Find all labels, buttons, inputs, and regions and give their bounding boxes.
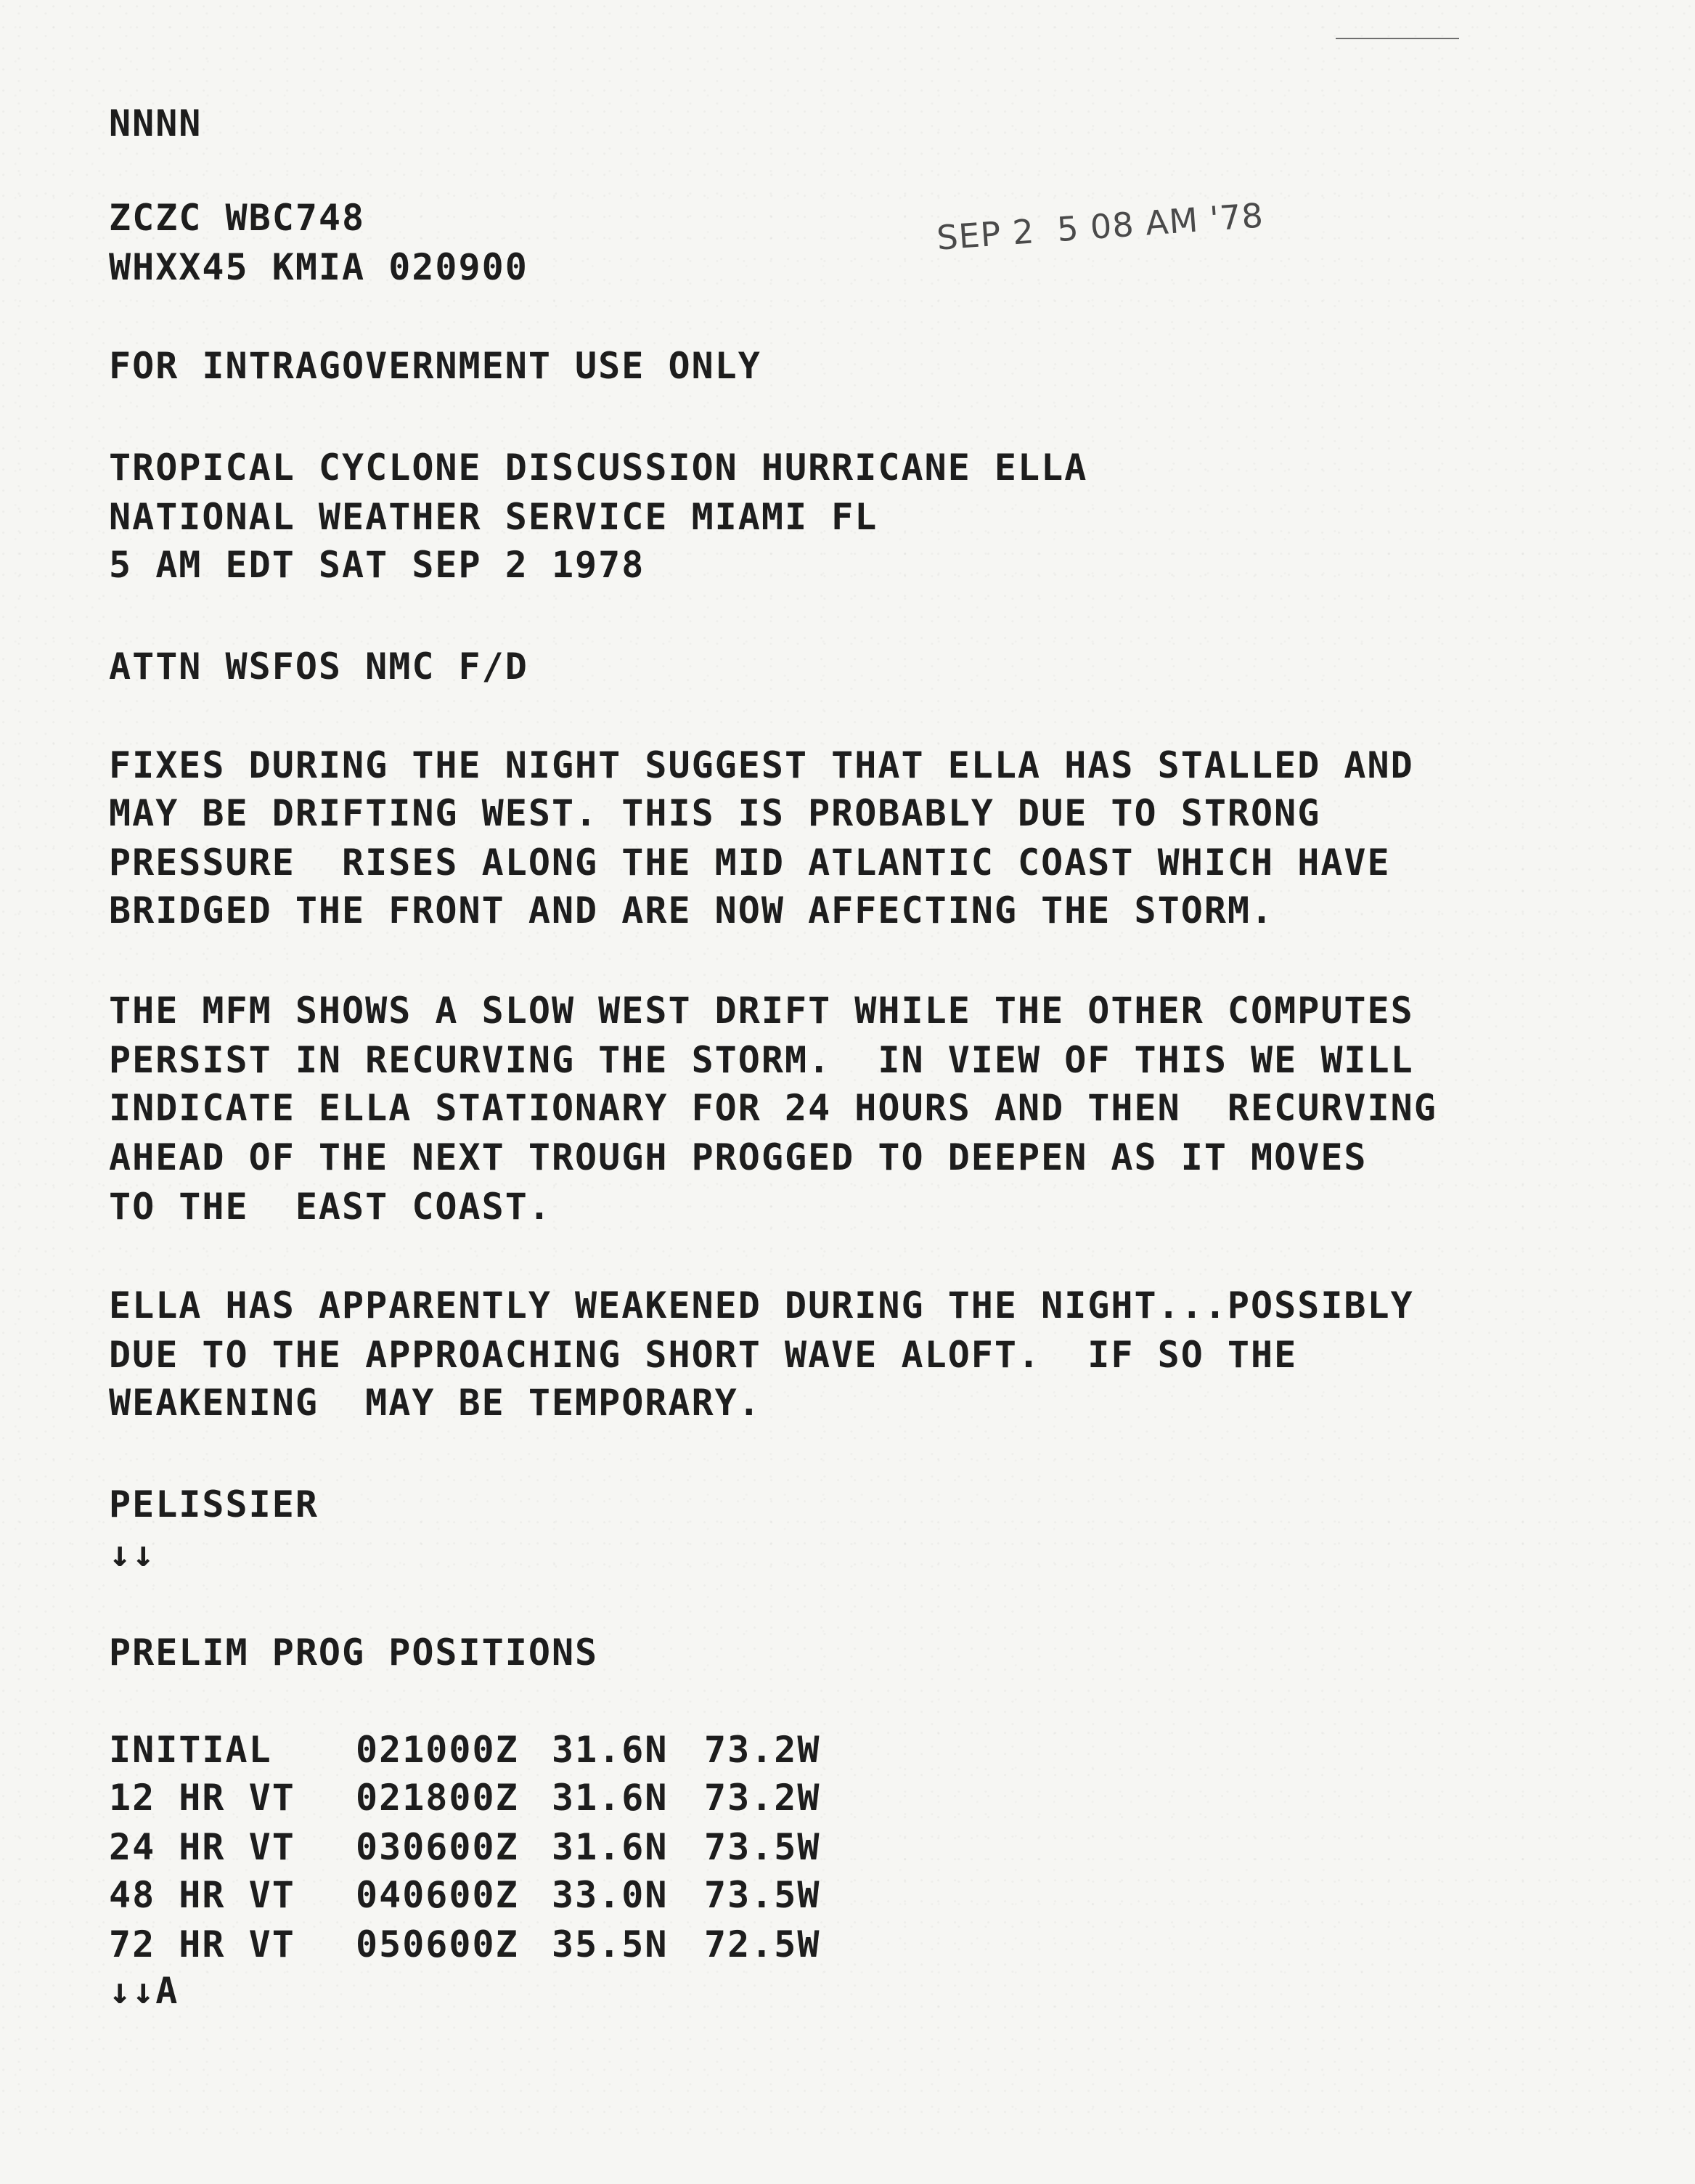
position-time: 021800Z <box>356 1777 519 1819</box>
paragraph-2-line: AHEAD OF THE NEXT TROUGH PROGGED TO DEEPEN AS IT MOVES <box>109 1136 1368 1178</box>
position-lon: 72.5W <box>704 1923 821 1965</box>
position-label: 12 HR VT <box>109 1777 295 1819</box>
paragraph-2-line: THE MFM SHOWS A SLOW WEST DRIFT WHILE THE OTHER COMPUTES <box>109 990 1414 1032</box>
position-lat: 35.5N <box>552 1923 669 1965</box>
signature: PELISSIER <box>109 1483 319 1525</box>
position-label: INITIAL <box>109 1729 272 1771</box>
position-row <box>109 1728 821 1772</box>
position-row <box>109 1923 821 1966</box>
title-line-3: 5 AM EDT SAT SEP 2 1978 <box>109 544 645 586</box>
position-time: 040600Z <box>356 1874 519 1916</box>
paragraph-3-line: DUE TO THE APPROACHING SHORT WAVE ALOFT. IF SO THE <box>109 1334 1298 1376</box>
position-row <box>109 1873 821 1917</box>
positions-heading: PRELIM PROG POSITIONS <box>109 1631 599 1674</box>
position-label: 24 HR VT <box>109 1826 295 1868</box>
position-label: 48 HR VT <box>109 1874 295 1916</box>
position-lat: 31.6N <box>552 1826 669 1868</box>
title-line-2: NATIONAL WEATHER SERVICE MIAMI FL <box>109 496 878 538</box>
title-line-1: TROPICAL CYCLONE DISCUSSION HURRICANE ELLA <box>109 447 1088 489</box>
position-lon: 73.2W <box>704 1777 821 1819</box>
date-stamp: SEP 2 5 08 AM '78 <box>935 195 1265 258</box>
end-marks: ↓↓ <box>109 1533 156 1575</box>
restriction-notice: FOR INTRAGOVERNMENT USE ONLY <box>109 345 761 387</box>
position-lon: 73.2W <box>704 1729 821 1771</box>
paragraph-1-line: FIXES DURING THE NIGHT SUGGEST THAT ELLA HAS STALLED AND <box>109 744 1414 786</box>
paragraph-1-line: PRESSURE RISES ALONG THE MID ATLANTIC COAST WHICH HAVE <box>109 842 1391 884</box>
position-row <box>109 1825 821 1869</box>
paragraph-2-line: INDICATE ELLA STATIONARY FOR 24 HOURS AND THEN RECURVING <box>109 1087 1437 1129</box>
header-nnnn: NNNN <box>109 102 203 144</box>
paragraph-3-line: ELLA HAS APPARENTLY WEAKENED DURING THE NIGHT...POSSIBLY <box>109 1284 1414 1327</box>
position-lat: 33.0N <box>552 1874 669 1916</box>
attention-line: ATTN WSFOS NMC F/D <box>109 645 528 688</box>
paragraph-2-line: PERSIST IN RECURVING THE STORM. IN VIEW OF THIS WE WILL <box>109 1039 1414 1081</box>
position-lon: 73.5W <box>704 1826 821 1868</box>
paragraph-3-line: WEAKENING MAY BE TEMPORARY. <box>109 1382 761 1424</box>
position-time: 030600Z <box>356 1826 519 1868</box>
position-time: 021000Z <box>356 1729 519 1771</box>
paragraph-1-line: BRIDGED THE FRONT AND ARE NOW AFFECTING THE STORM. <box>109 889 1275 932</box>
header-zczc: ZCZC WBC748 <box>109 197 366 239</box>
position-lat: 31.6N <box>552 1729 669 1771</box>
position-label: 72 HR VT <box>109 1923 295 1965</box>
top-rule <box>1336 38 1459 39</box>
end-marks: ↓↓A <box>109 1970 179 2012</box>
position-time: 050600Z <box>356 1923 519 1965</box>
position-row <box>109 1776 821 1820</box>
header-whxx: WHXX45 KMIA 020900 <box>109 246 528 288</box>
paragraph-2-line: TO THE EAST COAST. <box>109 1186 552 1228</box>
position-lat: 31.6N <box>552 1777 669 1819</box>
paragraph-1-line: MAY BE DRIFTING WEST. THIS IS PROBABLY DUE TO STRONG <box>109 792 1321 834</box>
position-lon: 73.5W <box>704 1874 821 1916</box>
